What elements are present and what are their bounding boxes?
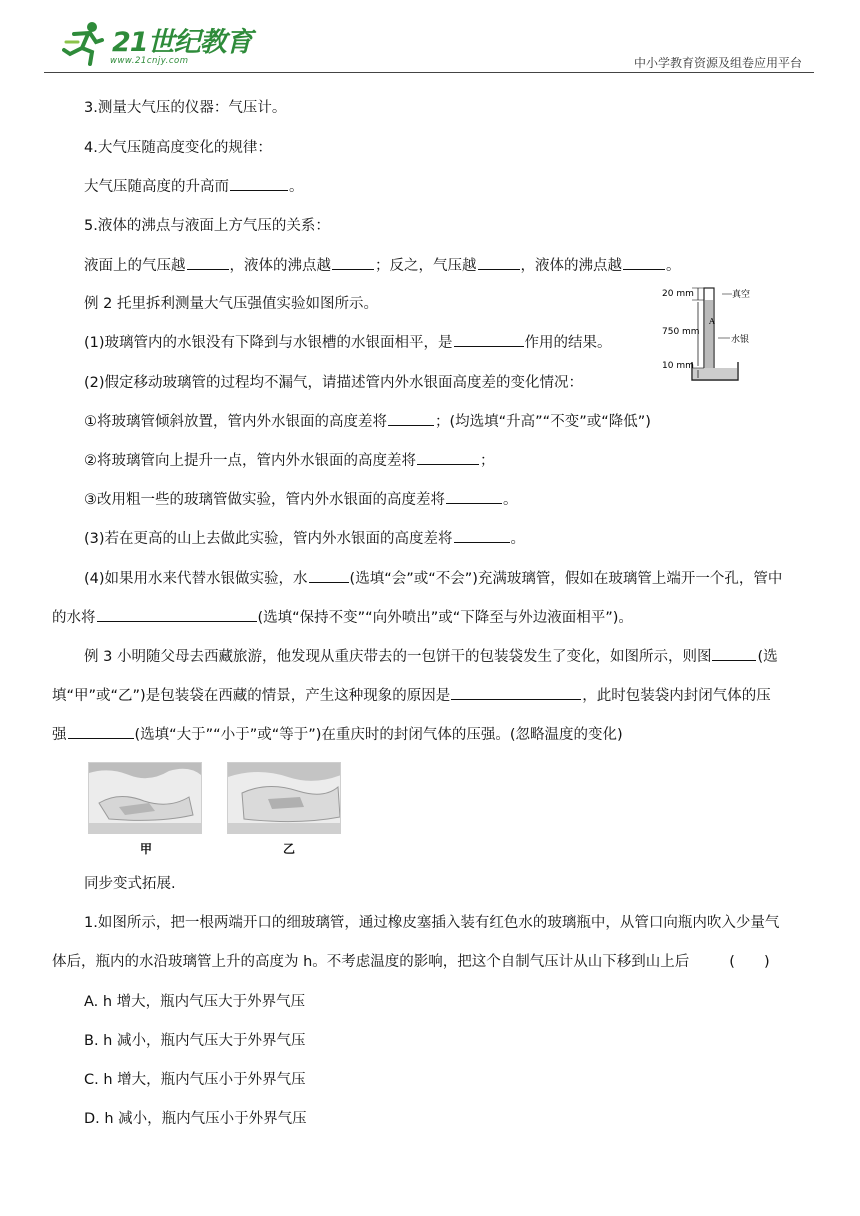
text-segment: ②将玻璃管向上提升一点，管内外水银面的高度差将 [84,453,416,469]
logo-url: www.21cnjy.com [110,56,189,66]
text-segment: 强 [52,727,67,743]
text-segment: ③改用粗一些的玻璃管做实验，管内外水银面的高度差将 [84,492,445,508]
logo [62,20,252,72]
text-segment: ，此时包装袋内封闭气体的压 [582,688,771,704]
text-line: (2)假定移动玻璃管的过程均不漏气，请描述管内外水银面高度差的变化情况： [84,375,584,391]
logo-text: 21世纪教育 [112,27,252,58]
text-line [84,645,778,666]
fill-blank[interactable] [417,450,479,465]
text-segment: 大气压随高度的升高而 [84,179,229,195]
fill-blank[interactable] [309,568,349,583]
page-header [0,0,860,76]
text-line [84,331,612,352]
option-d[interactable]: D. h 减小，瓶内气压小于外界气压 [84,1111,307,1127]
fill-blank[interactable] [451,685,581,700]
text-line: 3.测量大气压的仪器：气压计。 [84,100,287,116]
text-segment: ，液体的沸点越 [520,258,622,274]
text-segment: (选填“会”或“不会”)充满玻璃管，假如在玻璃管上端开一个孔，管中 [349,571,783,587]
fill-blank[interactable] [454,528,510,543]
text-segment: ；(均选填“升高”“不变”或“降低”) [435,414,651,430]
text-segment: 。 [510,531,526,547]
text-segment: ； [480,453,495,469]
header-divider [44,72,814,73]
text-line [84,488,518,509]
text-segment: (选 [757,649,778,665]
text-segment: ；反之，气压越 [375,258,477,274]
text-line [52,684,771,705]
option-b[interactable]: B. h 减小，瓶内气压大于外界气压 [84,1033,306,1049]
text-line [84,410,651,431]
text-segment: 。 [503,492,518,508]
diagram-label-mercury: 水银 [731,335,750,345]
answer-bracket: ( ) [729,954,770,970]
diagram-label-top: 20 mm [662,289,694,299]
text-line [52,950,770,971]
text-segment: 。 [289,179,304,195]
photo-caption: 乙 [283,842,296,856]
text-segment: (4)如果用水来代替水银做实验，水 [84,571,308,587]
fill-blank[interactable] [97,607,257,622]
option-a[interactable]: A. h 增大，瓶内气压大于外界气压 [84,994,306,1010]
text-segment: 填“甲”或“乙”)是包装袋在西藏的情景，产生这种现象的原因是 [52,688,451,704]
snack-bag-image-icon [228,763,341,833]
section-title: 同步变式拓展. [84,876,176,892]
diagram-label-a: A [709,317,715,326]
fill-blank[interactable] [230,176,288,191]
text-segment: ①将玻璃管倾斜放置，管内外水银面的高度差将 [84,414,387,430]
diagram-label-vacuum: 真空 [732,290,751,300]
text-line [52,723,623,744]
runner-logo-icon [62,20,106,66]
text-line: 4.大气压随高度变化的规律： [84,140,272,156]
fill-blank[interactable] [388,411,434,426]
photo-caption: 甲 [140,842,153,856]
text-segment: (3)若在更高的山上去做此实验，管内外水银面的高度差将 [84,531,453,547]
text-line [84,254,681,275]
snack-bag-image-icon [89,763,201,833]
diagram-label-mid: 750 mm [662,327,700,337]
text-line: 5.液体的沸点与液面上方气压的关系： [84,218,330,234]
fill-blank[interactable] [712,646,756,661]
text-segment: (选填“大于”“小于”或“等于”)在重庆时的封闭气体的压强。(忽略温度的变化) [134,727,623,743]
text-segment: 作用的结果。 [524,335,612,351]
text-segment: 。 [666,258,681,274]
text-segment: ，液体的沸点越 [229,258,331,274]
text-segment: (选填“保持不变”“向外喷出”或“下降至与外边液面相平”)。 [257,610,633,626]
photo-jia [88,762,202,834]
option-c[interactable]: C. h 增大，瓶内气压小于外界气压 [84,1072,306,1088]
text-line [84,527,525,548]
text-segment: 的水将 [52,610,96,626]
text-line: 1.如图所示，把一根两端开口的细玻璃管，通过橡皮塞插入装有红色水的玻璃瓶中，从管口向瓶内吹入少量气 [84,915,780,931]
fill-blank[interactable] [623,255,665,270]
diagram-label-bottom: 10 mm [662,361,694,371]
fill-blank[interactable] [478,255,520,270]
fill-blank[interactable] [187,255,229,270]
text-segment: (1)玻璃管内的水银没有下降到与水银槽的水银面相平，是 [84,335,453,351]
fill-blank[interactable] [68,724,134,739]
text-segment: 液面上的气压越 [84,258,186,274]
fill-blank[interactable] [454,332,524,347]
text-segment: 例 3 小明随父母去西藏旅游，他发现从重庆带去的一包饼干的包装袋发生了变化，如图所示，则图 [84,649,712,665]
fill-blank[interactable] [332,255,374,270]
text-line [84,175,304,196]
header-platform-text: 中小学教育资源及组卷应用平台 [633,56,802,70]
text-segment: 体后，瓶内的水沿玻璃管上升的高度为 h。不考虑温度的影响，把这个自制气压计从山下移到山上后 [52,954,690,970]
text-line [84,567,782,588]
text-line [52,606,633,627]
text-line [84,449,495,470]
torricelli-tube-icon [662,282,772,392]
torricelli-diagram [662,282,772,392]
photo-yi [227,762,341,834]
fill-blank[interactable] [446,489,502,504]
text-line: 例 2 托里拆利测量大气压强值实验如图所示。 [84,296,378,312]
